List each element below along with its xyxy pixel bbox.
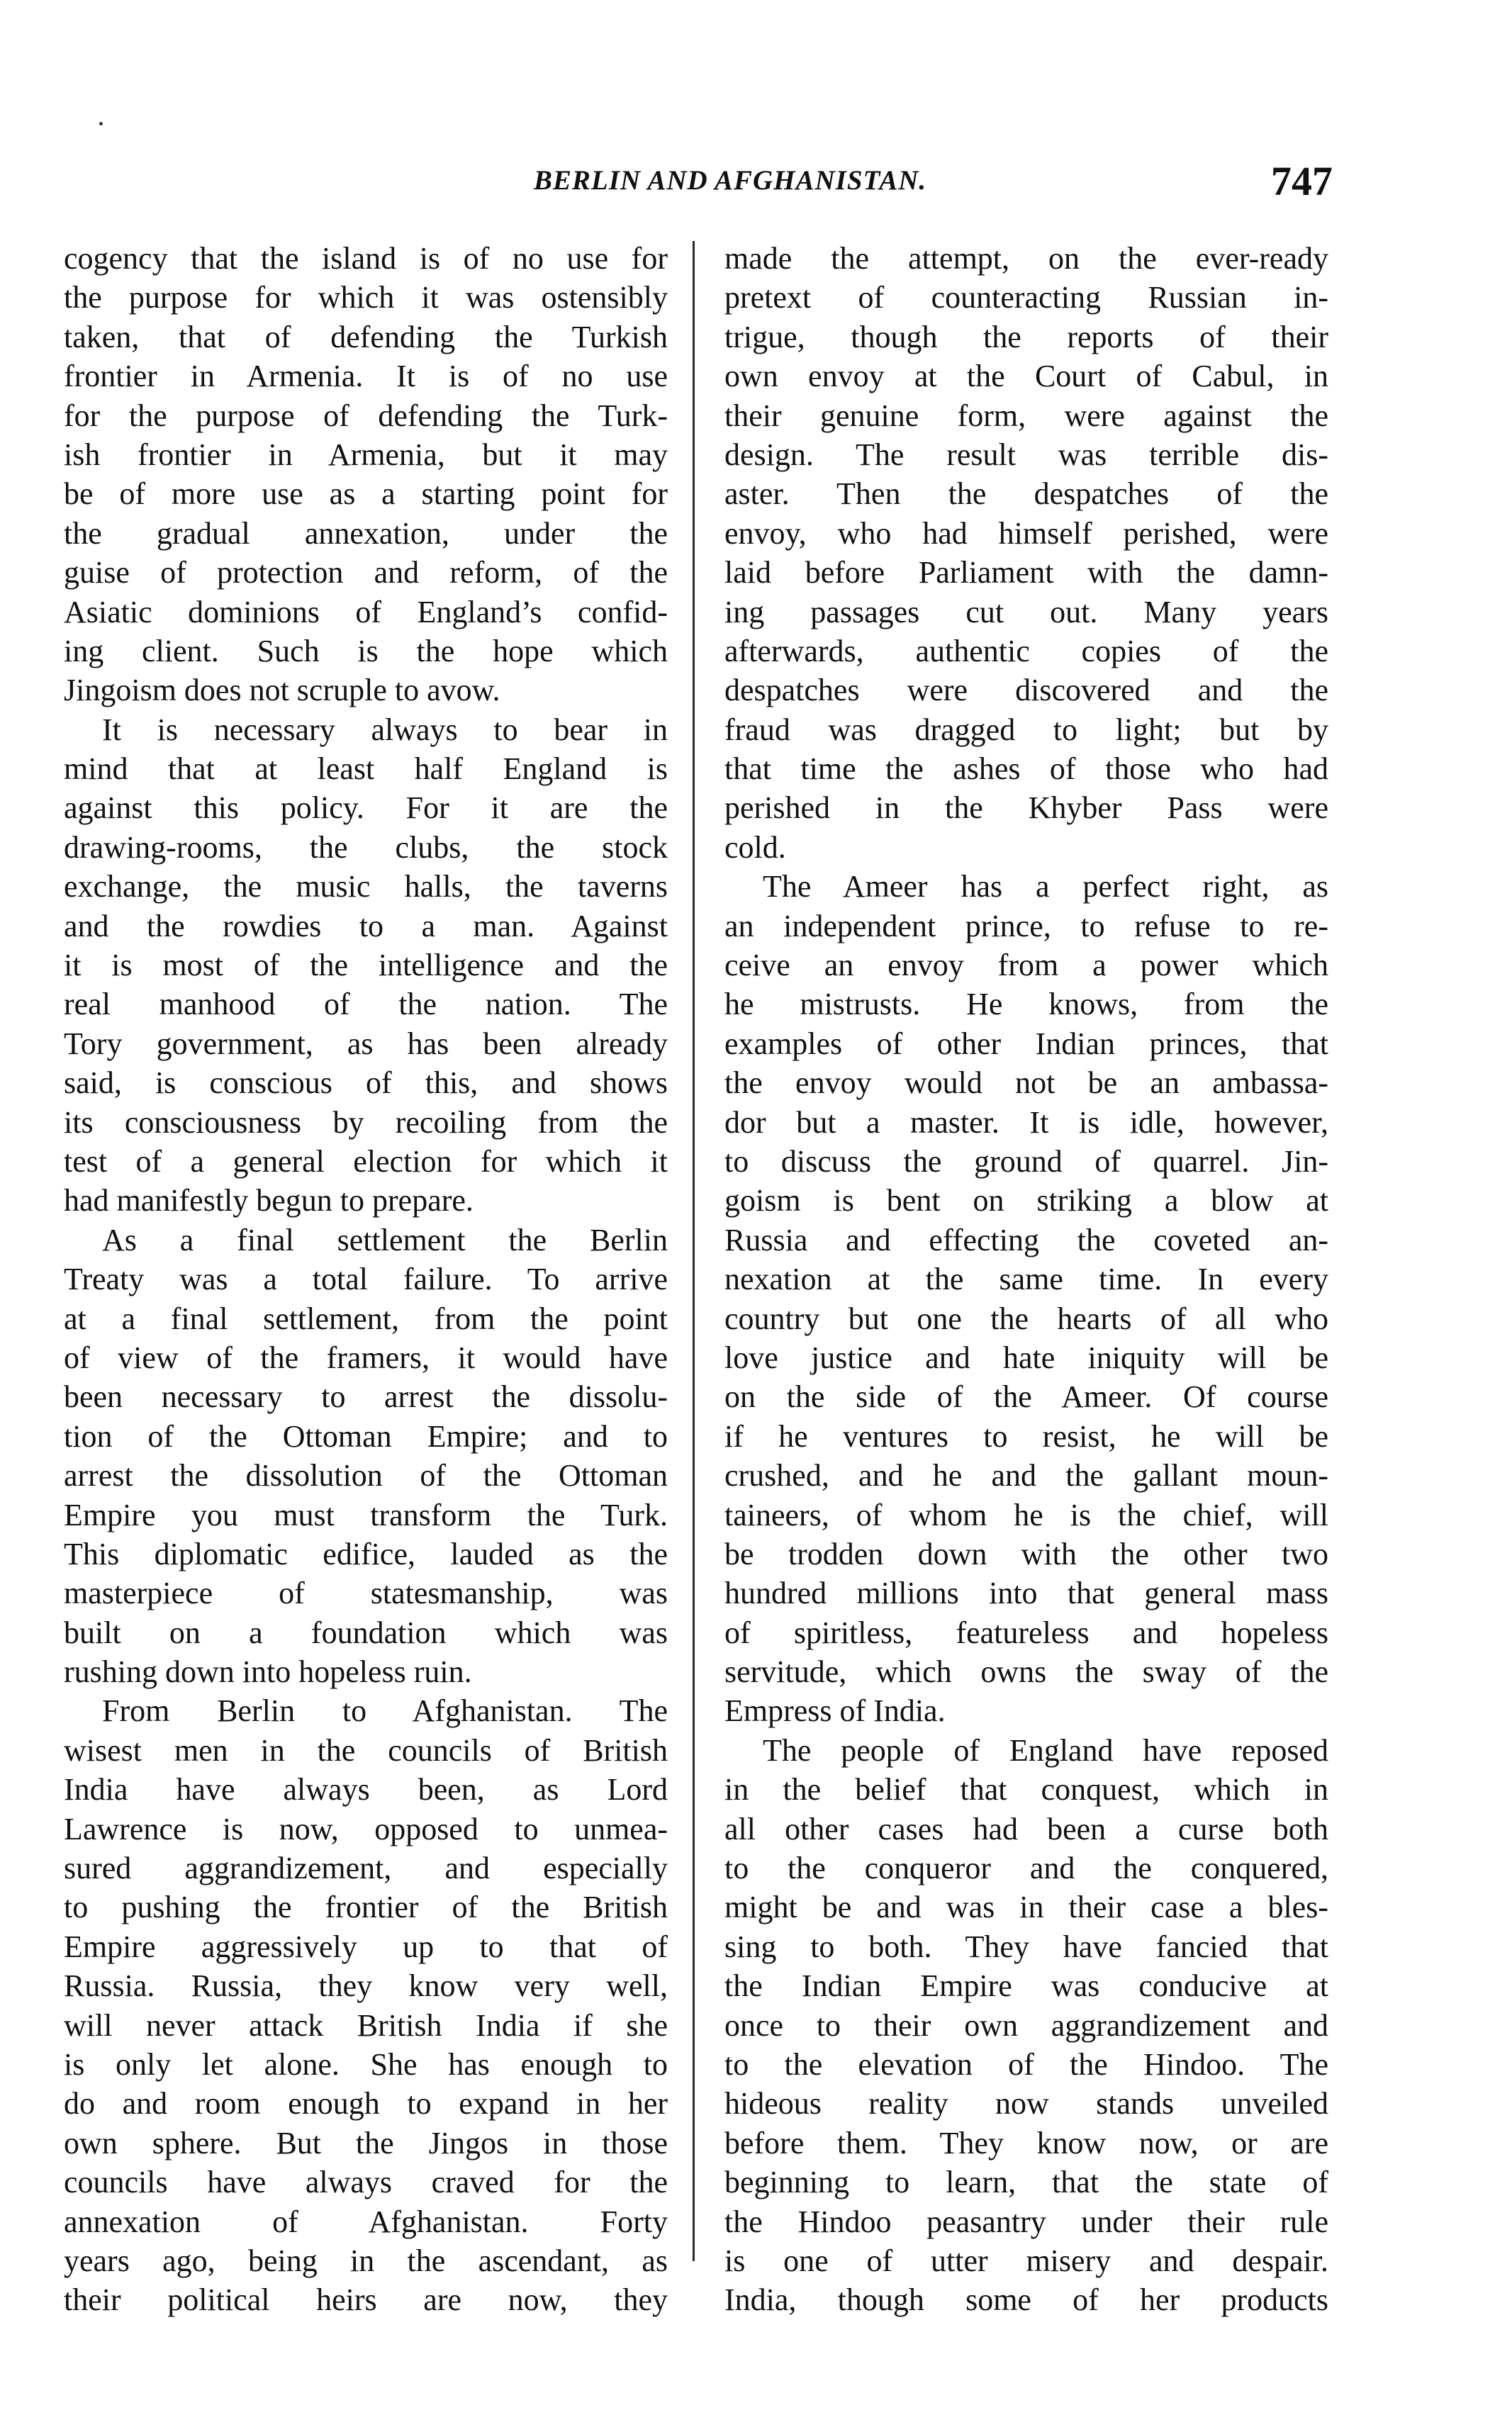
text-line: The Ameer has a perfect right, as [763,869,1328,904]
text-line: to the conqueror and the conquered, [724,1851,1328,1886]
text-line: real manhood of the nation. The [64,987,668,1022]
text-line: might be and was in their case a bles- [724,1890,1328,1925]
text-line: examples of other Indian princes, that [724,1026,1328,1061]
text-line: hundred millions into that general mass [724,1576,1328,1611]
text-line: It is necessary always to bear in [102,712,668,747]
text-line: said, is conscious of this, and shows [64,1065,668,1101]
text-line: annexation of Afghanistan. Forty [64,2204,668,2239]
text-line: to discuss the ground of quarrel. Jin- [724,1143,1328,1179]
text-line: From Berlin to Afghanistan. The [102,1693,668,1729]
text-line: the purpose for which it was ostensibly [64,280,668,315]
text-line: dor but a master. It is idle, however, [724,1104,1328,1140]
text-line: if he ventures to resist, he will be [724,1418,1328,1454]
text-line: crushed, and he and the gallant moun- [724,1458,1328,1493]
text-line: aster. Then the despatches of the [724,476,1328,512]
text-line: Russia. Russia, they know very well, [64,1968,668,2004]
text-line: and the rowdies to a man. Against [64,908,668,943]
text-line: love justice and hate iniquity will be [724,1340,1328,1375]
text-line: test of a general election for which it [64,1143,668,1179]
text-line: Empire aggressively up to that of [64,1929,668,1964]
text-line: the envoy would not be an ambassa- [724,1065,1328,1101]
text-line: once to their own aggrandizement and [724,2007,1328,2043]
text-line: be of more use as a starting point for [64,476,668,512]
text-line: design. The result was terrible dis- [724,437,1328,472]
text-line: beginning to learn, that the state of [724,2165,1328,2200]
text-line: ing client. Such is the hope which [64,633,668,668]
text-line: The people of England have reposed [763,1732,1328,1768]
text-line: sured aggrandizement, and especially [64,1851,668,1886]
text-line: taineers, of whom he is the chief, will [724,1497,1328,1532]
text-line: goism is bent on striking a blow at [724,1183,1328,1218]
text-line: ing passages cut out. Many years [724,594,1328,629]
text-line: trigue, though the reports of their [724,319,1328,354]
text-line: cold. [724,829,786,865]
text-line: own envoy at the Court of Cabul, in [724,359,1328,394]
text-line: its consciousness by recoiling from the [64,1104,668,1140]
text-line: Jingoism does not scruple to avow. [64,673,500,708]
text-line: Russia and effecting the coveted an- [724,1222,1328,1257]
text-line: fraud was dragged to light; but by [724,712,1328,747]
text-line: drawing-rooms, the clubs, the stock [64,829,668,865]
text-line: India, though some of her products [724,2282,1328,2318]
text-line: had manifestly begun to prepare. [64,1183,474,1218]
text-line: taken, that of defending the Turkish [64,319,668,354]
text-line: pretext of counteracting Russian in- [724,280,1328,315]
text-line: will never attack British India if she [64,2007,668,2043]
text-line: afterwards, authentic copies of the [724,633,1328,668]
text-line: sing to both. They have fancied that [724,1929,1328,1964]
text-line: Lawrence is now, opposed to unmea- [64,1811,668,1846]
text-line: ceive an envoy from a power which [724,948,1328,983]
text-line: of spiritless, featureless and hopeless [724,1615,1328,1650]
text-line: be trodden down with the other two [724,1536,1328,1571]
text-line: he mistrusts. He knows, from the [724,987,1328,1022]
text-line: the Indian Empire was conducive at [724,1968,1328,2004]
text-line: years ago, being in the ascendant, as [64,2243,668,2278]
text-line: been necessary to arrest the dissolu- [64,1379,668,1415]
print-speck [99,122,103,125]
text-line: the gradual annexation, under the [64,515,668,551]
text-line: of view of the framers, it would have [64,1340,668,1375]
text-line: made the attempt, on the ever-ready [724,241,1328,276]
text-line: wisest men in the councils of British [64,1732,668,1768]
text-line: rushing down into hopeless ruin. [64,1654,472,1690]
text-line: cogency that the island is of no use for [64,241,668,276]
right-text-column [724,239,1328,2320]
text-line: This diplomatic edifice, lauded as the [64,1536,668,1571]
text-line: to the elevation of the Hindoo. The [724,2046,1328,2082]
text-line: at a final settlement, from the point [64,1301,668,1336]
text-line: As a final settlement the Berlin [102,1222,668,1257]
text-line: to pushing the frontier of the British [64,1890,668,1925]
column-divider [693,241,695,2261]
text-line: servitude, which owns the sway of the [724,1654,1328,1690]
text-line: ish frontier in Armenia, but it may [64,437,668,472]
text-line: arrest the dissolution of the Ottoman [64,1458,668,1493]
text-line: in the belief that conquest, which in [724,1772,1328,1807]
text-line: Empire you must transform the Turk. [64,1497,668,1532]
text-line: Tory government, as has been already [64,1026,668,1061]
text-line: perished in the Khyber Pass were [724,790,1328,826]
text-line: masterpiece of statesmanship, was [64,1576,668,1611]
text-line: despatches were discovered and the [724,673,1328,708]
text-line: for the purpose of defending the Turk- [64,398,668,433]
text-line: own sphere. But the Jingos in those [64,2125,668,2160]
running-title: BERLIN AND AFGHANISTAN. [533,165,927,196]
text-line: country but one the hearts of all who [724,1301,1328,1336]
text-line: nexation at the same time. In every [724,1262,1328,1297]
text-line: guise of protection and reform, of the [64,555,668,590]
text-line: Treaty was a total failure. To arrive [64,1262,668,1297]
text-line: Empress of India. [724,1693,946,1729]
text-line: is one of utter misery and despair. [724,2243,1328,2278]
page-number: 747 [1271,158,1333,204]
text-line: on the side of the Ameer. Of course [724,1379,1328,1415]
text-line: tion of the Ottoman Empire; and to [64,1418,668,1454]
text-line: frontier in Armenia. It is of no use [64,359,668,394]
text-line: their political heirs are now, they [64,2282,668,2318]
text-line: exchange, the music halls, the taverns [64,869,668,904]
text-line: hideous reality now stands unveiled [724,2086,1328,2121]
text-line: mind that at least half England is [64,751,668,787]
text-line: it is most of the intelligence and the [64,948,668,983]
text-line: India have always been, as Lord [64,1772,668,1807]
left-text-column [64,239,668,2320]
text-line: is only let alone. She has enough to [64,2046,668,2082]
text-line: all other cases had been a curse both [724,1811,1328,1846]
text-line: councils have always craved for the [64,2165,668,2200]
text-line: built on a foundation which was [64,1615,668,1650]
text-line: Asiatic dominions of England’s confid- [64,594,668,629]
text-line: their genuine form, were against the [724,398,1328,433]
text-line: against this policy. For it are the [64,790,668,826]
text-line: an independent prince, to refuse to re- [724,908,1328,943]
text-line: that time the ashes of those who had [724,751,1328,787]
text-line: do and room enough to expand in her [64,2086,668,2121]
text-line: before them. They know now, or are [724,2125,1328,2160]
text-line: laid before Parliament with the damn- [724,555,1328,590]
text-line: envoy, who had himself perished, were [724,515,1328,551]
text-line: the Hindoo peasantry under their rule [724,2204,1328,2239]
